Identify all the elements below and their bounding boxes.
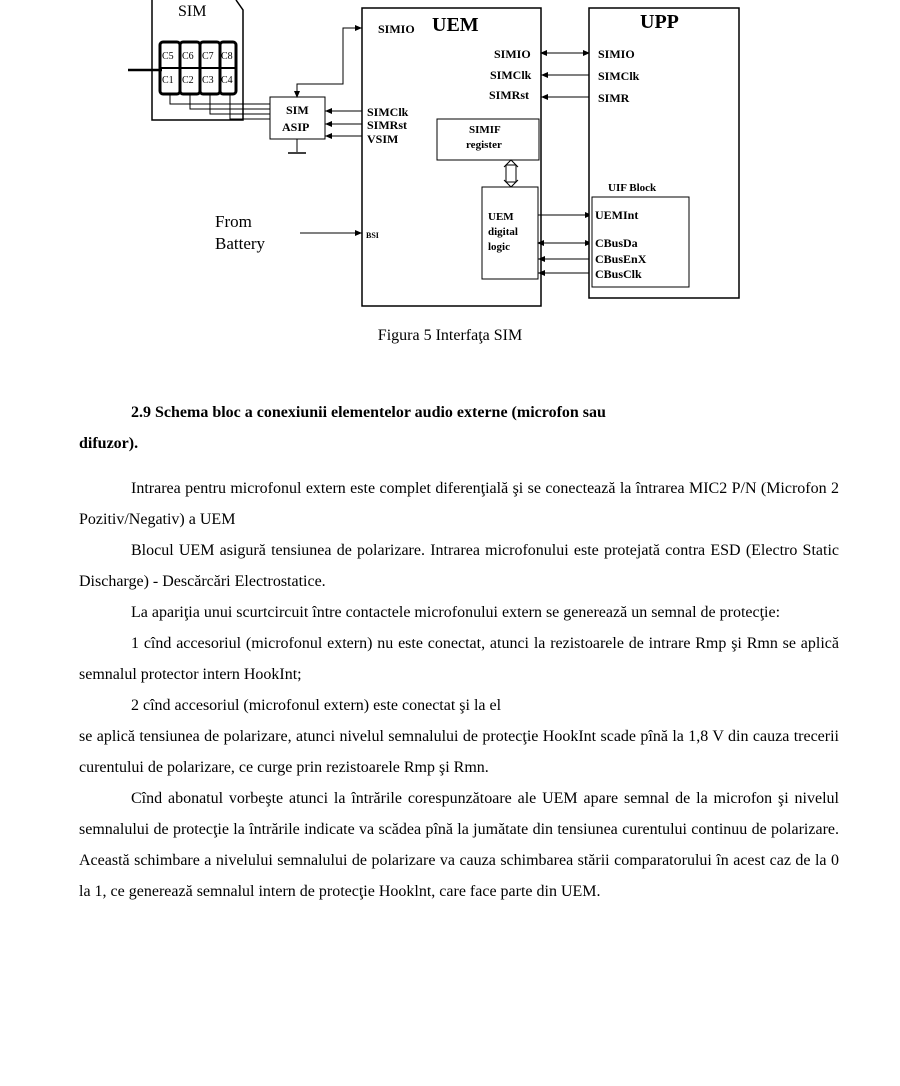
- uif-cbusclk: CBusClk: [595, 267, 642, 281]
- paragraph-6: Cînd abonatul vorbeşte atunci la întrările corespunzătoare ale UEM apare semnal de la microfon şi nivelul semnalului de protecţie la întrările indicate va scădea pînă la jumătate din tensiunea curentului continuu de polarizare. Această schimbare a nivelului semnalului de polarizare va cauza schimbarea stării comparatorului în acest caz de la 0 la 1, ce generează semnalul intern de protecţie Hooklnt, care face parte din UEM.: [79, 790, 839, 900]
- uem-left-simrst: SIMRst: [367, 118, 408, 132]
- contact-c8: C8: [221, 51, 233, 62]
- uif-cbusda: CBusDa: [595, 236, 638, 250]
- section-2-9: [79, 397, 839, 907]
- figure-caption: Figura 5 Interfaţa SIM: [377, 327, 523, 344]
- sim-asip-line1: SIM: [286, 103, 309, 117]
- paragraph-3: La apariţia unui scurtcircuit între contactele microfonului extern se generează un semnal de protecţie:: [131, 604, 781, 621]
- sim-interface-diagram: [0, 0, 768, 320]
- uem-title: UEM: [432, 14, 479, 36]
- contact-c3: C3: [202, 75, 214, 86]
- digital-line3: logic: [488, 241, 510, 253]
- section-heading: [79, 397, 839, 459]
- uif-title: UIF Block: [608, 182, 657, 194]
- paragraph-4: 1 cînd accesoriul (microfonul extern) nu este conectat, atunci la rezistoarele de intrare Rmp şi Rmn se aplică semnalul protector intern HookInt;: [79, 635, 839, 683]
- contact-c2: C2: [182, 75, 194, 86]
- uem-left-simclk: SIMClk: [367, 105, 409, 119]
- uif-uemint: UEMInt: [595, 208, 639, 222]
- simif-line2: register: [466, 139, 502, 151]
- digital-line2: digital: [488, 226, 518, 238]
- bsi-label: BSI: [366, 231, 379, 240]
- uem-simclk: SIMClk: [490, 68, 532, 82]
- contact-c7: C7: [202, 51, 214, 62]
- uem-left-vsim: VSIM: [367, 132, 399, 146]
- simif-line1: SIMIF: [469, 124, 501, 136]
- contact-c5: C5: [162, 51, 174, 62]
- battery-line1: From: [215, 212, 252, 231]
- paragraph-1: Intrarea pentru microfonul extern este complet diferenţială şi se conectează la întrarea MIC2 P/N (Microfon 2 Pozitiv/Negativ) a UEM: [79, 480, 839, 528]
- digital-line1: UEM: [488, 211, 514, 223]
- battery-line2: Battery: [215, 234, 266, 253]
- sim-asip-line2: ASIP: [282, 120, 310, 134]
- uem-simio: SIMIO: [494, 47, 531, 61]
- upp-simio: SIMIO: [598, 47, 635, 61]
- contact-c6: C6: [182, 51, 194, 62]
- heading-line-1: 2.9 Schema bloc a conexiunii elementelor audio externe (microfon sau: [131, 404, 606, 421]
- uem-simio-top: SIMIO: [378, 22, 415, 36]
- paragraph-2: Blocul UEM asigură tensiunea de polarizare. Intrarea microfonului este protejată contra ESD (Electro Static Discharge) - Descărcări Electrostatice.: [79, 542, 839, 590]
- sim-label: SIM: [178, 3, 207, 20]
- heading-line-2: difuzor).: [79, 435, 139, 452]
- wire-asip-simio: [297, 28, 362, 97]
- contact-c1: C1: [162, 75, 174, 86]
- paragraph-5-rest: se aplică tensiunea de polarizare, atunci nivelul semnalului de protecţie HookInt scade pînă la 1,8 V din cauza trecerii curentului de polarizare, ce curge prin rezistoarele Rmp şi Rmn.: [79, 728, 839, 776]
- uem-simrst: SIMRst: [489, 88, 530, 102]
- upp-simclk: SIMClk: [598, 69, 640, 83]
- contact-c4: C4: [221, 75, 233, 86]
- paragraph-5-line-1: 2 cînd accesoriul (microfonul extern) este conectat şi la el: [131, 697, 502, 714]
- upp-simr: SIMR: [598, 91, 630, 105]
- uif-cbusenx: CBusEnX: [595, 252, 647, 266]
- upp-title: UPP: [640, 11, 679, 33]
